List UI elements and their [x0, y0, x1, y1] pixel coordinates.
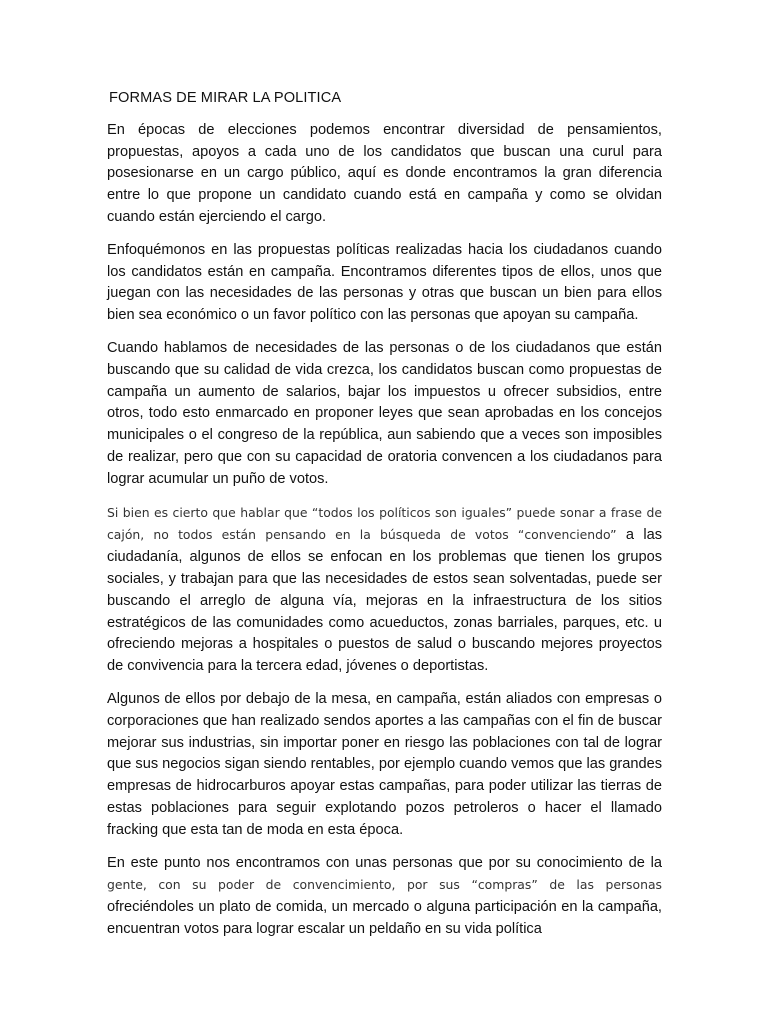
- paragraph-4-body-text: a las ciudadanía, algunos de ellos se enfocan en los problemas que tienen los grupos sociales, y trabajan para que las necesidades de estos sean solventadas, puede ser buscando el arreglo de alguna vía, mejoras en la infraestructura de los sitios estratégicos de las comunidades como acueductos, zonas barriales, parques, etc. u ofreciendo mejoras a hospitales o puestos de salud o buscando mejores proyectos de convivencia para la tercera edad, jóvenes o deportistas.: [107, 527, 662, 675]
- paragraph-6-body-text: ofreciéndoles un plato de comida, un mercado o alguna participación en la campaña, encuentran votos para lograr escalar un peldaño en su vida política: [107, 899, 662, 937]
- paragraph-4-alt-font-text: Si bien es cierto que hablar que “todos los políticos son iguales” puede so: [107, 504, 574, 520]
- document-title: FORMAS DE MIRAR LA POLITICA: [109, 90, 342, 106]
- paragraph-1: En épocas de elecciones podemos encontrar diversidad de pensamientos, propuestas, apoyos a cada uno de los candidatos que buscan una curul para posesionarse en un cargo público, aquí es donde encontramos la gran diferencia entre lo que propone un candidato cuando está en campaña y como se olvidan cuando están ejerciendo el cargo.: [107, 121, 662, 225]
- paragraph-2: Enfoquémonos en las propuestas políticas realizadas hacia los ciudadanos cuando los candidatos están en campaña. Encontramos diferentes tipos de ellos, unos que juegan con las necesidades de las personas y otras que buscan un bien para ellos bien sea económico o un favor político con las personas que apoyan su campaña.: [107, 241, 662, 324]
- paragraph-6-alt-font-text: gente, con su poder de convencimiento, por sus “compras” de las personas: [107, 877, 662, 893]
- document-page: [107, 88, 662, 952]
- paragraph-3: Cuando hablamos de necesidades de las personas o de los ciudadanos que están buscando que su calidad de vida crezca, los candidatos buscan como propuestas de campaña un aumento de salarios, bajar los impuestos u ofrecer subsidios, entre otros, todo esto enmarcado en proponer leyes que sean aprobadas en los concejos municipales o el congreso de la república, aun sabiendo que a veces son imposibles de realizar, pero que con su capacidad de oratoria convencen a los ciudadanos para lograr acumular un puño de votos.: [107, 339, 662, 487]
- paragraph-4: [107, 502, 662, 678]
- paragraph-6: [107, 853, 662, 941]
- paragraph-5: Algunos de ellos por debajo de la mesa, en campaña, están aliados con empresas o corporaciones que han realizado sendos aportes a las campañas con el fin de buscar mejorar sus industrias, sin importar poner en riesgo las poblaciones con tal de lograr que sus negocios sigan siendo rentables, por ejemplo cuando vemos que las grandes empresas de hidrocarburos apoyar estas campañas, para poder utilizar las tierras de estas poblaciones para seguir explotando pozos petroleros o hacer el llamado fracking que esta tan de moda en esta época.: [107, 690, 662, 838]
- paragraph-4-alt-font-tail: nar a frase de cajón, no todos están pensando en la búsqueda de votos “convenciendo”: [107, 504, 662, 543]
- paragraph-6-start-text: En este punto nos encontramos con unas personas que por su conocimiento de la: [107, 854, 662, 871]
